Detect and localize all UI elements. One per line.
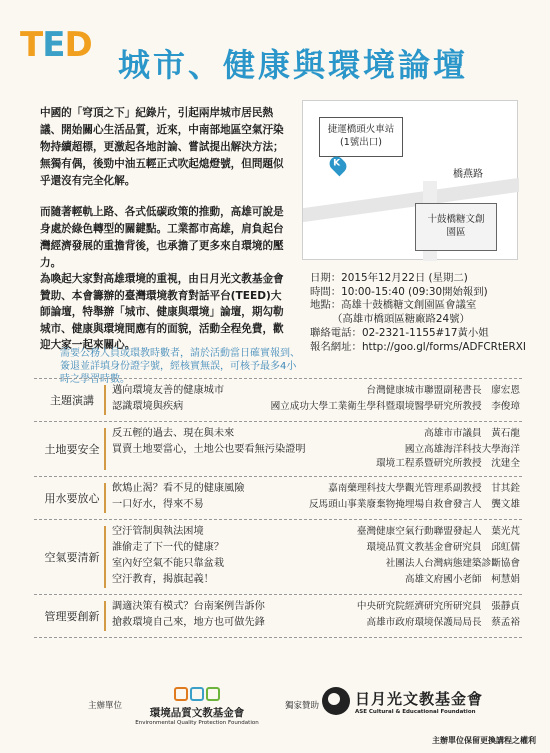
session-item: 環境工程系暨研究所教授 沈建全 — [376, 458, 520, 469]
disclaimer: 主辦單位保留更換講程之權利 — [432, 736, 536, 745]
session-block — [34, 594, 522, 638]
intro-paragraph-3: 為喚起大家對高雄環境的重視，由日月光文教基金會贊助、本會籌辦的臺灣環境教育對話平台(TEED)大師論壇，特舉辦「城市、健康與環境」論壇，期勾勒城市、健康與環境間應有的面貌，活動全程免費，歡迎大家一起來關心。 — [40, 273, 284, 351]
signup-url[interactable]: 報名網址：http://goo.gl/forms/ADFCRtERXI — [310, 340, 526, 353]
session-item: 搶救環境自己來，地方也可做先鋒 高雄市政府環境保護局局長 蔡孟裕 — [112, 617, 520, 628]
location-map — [302, 100, 518, 260]
divider-bar — [104, 601, 106, 631]
sponsor-label: 獨家贊助 — [285, 701, 320, 711]
intro-text — [40, 105, 288, 286]
session-category: 土地要安全 — [44, 443, 100, 456]
session-item: 空汙教育，揭旗起義！ 高雄文府國小老師 柯慧娟 — [112, 574, 520, 585]
session-item: 調適決策有模式？台南案例告訴你 中央研究院經濟研究所研究員 張靜貞 — [112, 601, 520, 612]
ase-logo-icon — [322, 687, 350, 715]
event-date: 日期：2015年12月22日 (星期二) — [310, 272, 468, 284]
map-station-label: 捷運橋頭火車站 (1號出口) — [319, 117, 403, 157]
event-address: （高雄市橋頭區糖廠路24號） — [332, 313, 470, 326]
event-info — [310, 272, 526, 353]
session-category: 空氣要清新 — [44, 551, 100, 564]
map-road-label: 橋燕路 — [453, 169, 483, 180]
divider-bar — [104, 483, 106, 513]
intro-paragraph-1: 中國的「穹頂之下」紀錄片，引起兩岸城市居民熱議、開始關心生活品質，近來，中南部地區空氣汙染物持續超標，更激起各地討論、嘗試提出解決方法；無獨有偶，後勁中油五輕正式吹起熄燈號，但問題似乎還沒有完全化解。 — [40, 107, 284, 187]
session-item: 反五輕的過去、現在與未來 高雄市市議員 黃石龍 — [112, 428, 520, 439]
host-logo — [128, 687, 266, 726]
map-venue-label: 十鼓橋糖文創 園區 — [415, 203, 497, 251]
session-category: 主題演講 — [50, 394, 94, 407]
event-place: 地點：高雄十鼓橋糖文創園區會議室 — [310, 299, 477, 312]
divider-bar — [104, 385, 106, 415]
session-block — [34, 476, 522, 519]
eqpf-logo-icon — [174, 687, 188, 701]
session-item: 認識環境與疾病 國立成功大學工業衛生學科暨環境醫學研究所教授 李俊璋 — [112, 401, 520, 412]
sponsor-name: 日月光文教基金會 — [355, 689, 484, 708]
session-item: 邁向環境友善的健康城市 台灣健康城市聯盟副秘書長 廖宏恩 — [112, 385, 520, 396]
host-name-en: Environmental Quality Protection Foundation — [135, 720, 259, 726]
schedule — [34, 378, 522, 638]
map-pin-icon: K — [327, 154, 350, 177]
host-name: 環境品質文教基金會 — [149, 707, 245, 719]
session-item: 買賣土地要當心，土地公也要看無污染證明 國立高雄海洋科技大學海洋 — [112, 444, 520, 455]
session-block — [34, 519, 522, 594]
session-block — [34, 421, 522, 476]
session-block — [34, 378, 522, 421]
hours-note: 需要公務人員或環教時數者，請於活動當日確實報到、簽退並詳填身份證字號，經核實無誤，可核予最多4小時之學習時數。 — [60, 348, 300, 385]
host-label: 主辦單位 — [88, 701, 123, 711]
divider-bar — [104, 526, 106, 588]
teed-logo: TED — [20, 25, 92, 65]
session-item: 空汙管制與執法困境 臺灣健康空氣行動聯盟發起人 葉光芃 — [112, 526, 520, 537]
session-category: 用水要放心 — [44, 492, 100, 505]
sponsor-name-en: ASE Cultural & Educational Foundation — [355, 708, 476, 715]
eqpf-logo-icon — [206, 687, 220, 701]
session-category: 管理要創新 — [44, 610, 100, 623]
divider-bar — [104, 428, 106, 470]
session-item: 飲鴆止渴？看不見的健康風險 嘉南藥理科技大學觀光管理系副教授 甘其銓 — [112, 483, 520, 494]
session-item: 一口好水，得來不易 反馬頭山事業廢棄物掩埋場自救會發言人 龔文雄 — [112, 499, 520, 510]
session-item: 室內好空氣不能只靠盆栽 社團法人台灣病態建築診斷協會 — [112, 558, 520, 569]
event-time: 時間：10:00-15:40 (09:30開始報到) — [310, 285, 488, 298]
sponsor-logo — [322, 687, 483, 715]
footer — [0, 681, 550, 731]
intro-paragraph-2: 而隨著輕軌上路、各式低碳政策的推動，高雄可說是身處於綠色轉型的關鍵點。工業都市高雄，肩負起台灣經濟發展的重擔背後，也承擔了更多來自環境的壓力。 — [40, 206, 284, 269]
contact-phone: 聯絡電話：02-2321-1155#17黃小姐 — [310, 326, 489, 339]
page-title: 城市、健康與環境論壇 — [118, 46, 469, 84]
eqpf-logo-icon — [190, 687, 204, 701]
session-item: 誰偷走了下一代的健康？ 環境品質文教基金會研究員 邱虹儒 — [112, 542, 520, 553]
